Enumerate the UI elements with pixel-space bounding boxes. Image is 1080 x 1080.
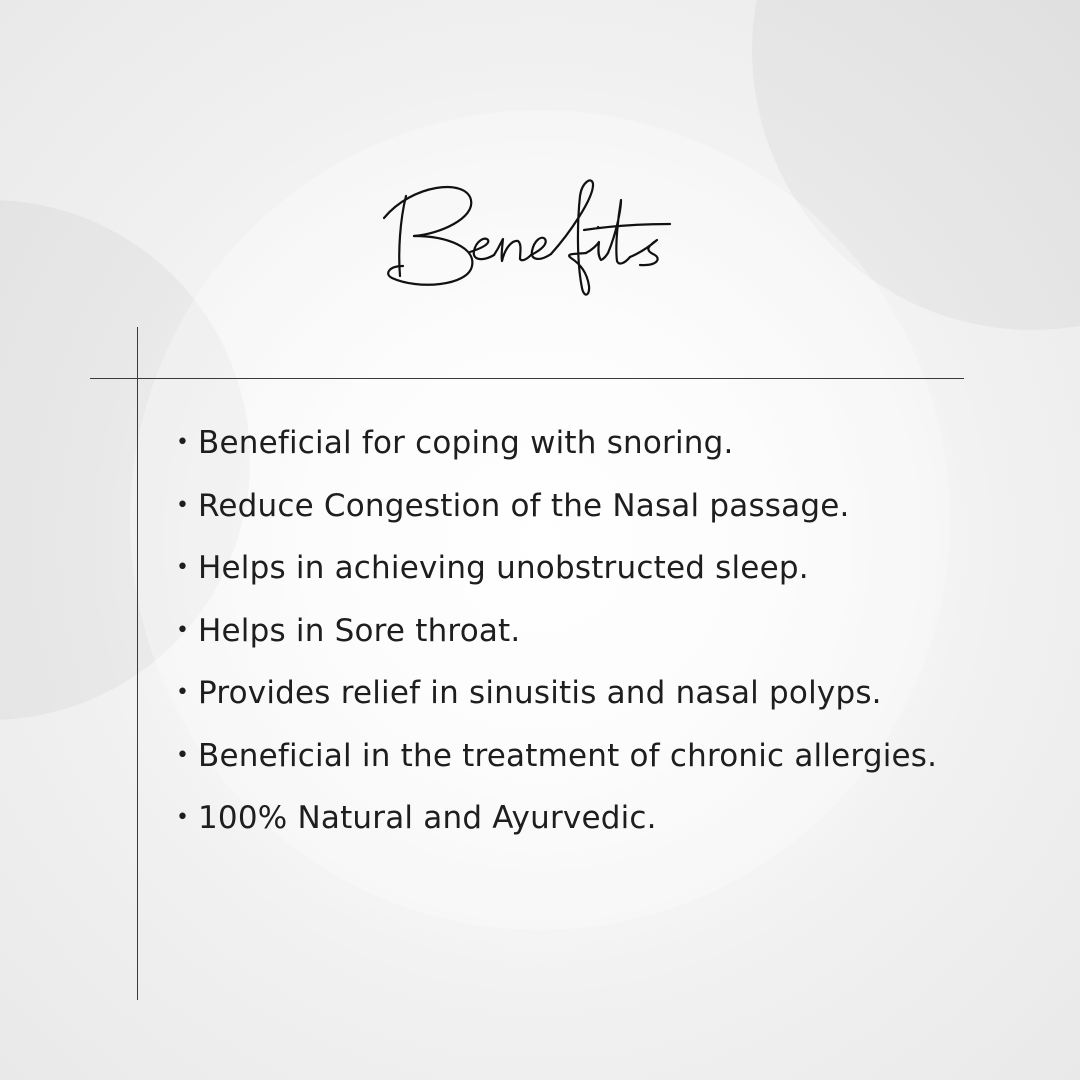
benefit-item bbox=[176, 725, 937, 788]
benefit-text: 100% Natural and Ayurvedic. bbox=[198, 800, 657, 837]
bullet-icon: • bbox=[176, 492, 190, 518]
benefit-item bbox=[176, 412, 937, 475]
benefit-text: Helps in Sore throat. bbox=[198, 612, 521, 649]
benefit-text: Provides relief in sinusitis and nasal polyps. bbox=[198, 675, 882, 712]
benefit-item bbox=[176, 475, 937, 538]
bullet-icon: • bbox=[176, 742, 190, 768]
horizontal-divider bbox=[90, 378, 964, 379]
bullet-icon: • bbox=[176, 617, 190, 643]
bullet-icon: • bbox=[176, 805, 190, 831]
benefits-script-title bbox=[370, 160, 710, 310]
benefit-item bbox=[176, 662, 937, 725]
benefit-text: Helps in achieving unobstructed sleep. bbox=[198, 550, 809, 587]
benefit-text: Beneficial in the treatment of chronic allergies. bbox=[198, 737, 938, 774]
vertical-divider bbox=[137, 327, 138, 1000]
benefit-item bbox=[176, 537, 937, 600]
benefit-item bbox=[176, 600, 937, 663]
benefit-text: Beneficial for coping with snoring. bbox=[198, 425, 734, 462]
bullet-icon: • bbox=[176, 555, 190, 581]
benefits-list bbox=[176, 412, 937, 850]
bullet-icon: • bbox=[176, 680, 190, 706]
benefit-text: Reduce Congestion of the Nasal passage. bbox=[198, 487, 850, 524]
benefits-title bbox=[370, 160, 710, 310]
bullet-icon: • bbox=[176, 430, 190, 456]
benefit-item bbox=[176, 787, 937, 850]
